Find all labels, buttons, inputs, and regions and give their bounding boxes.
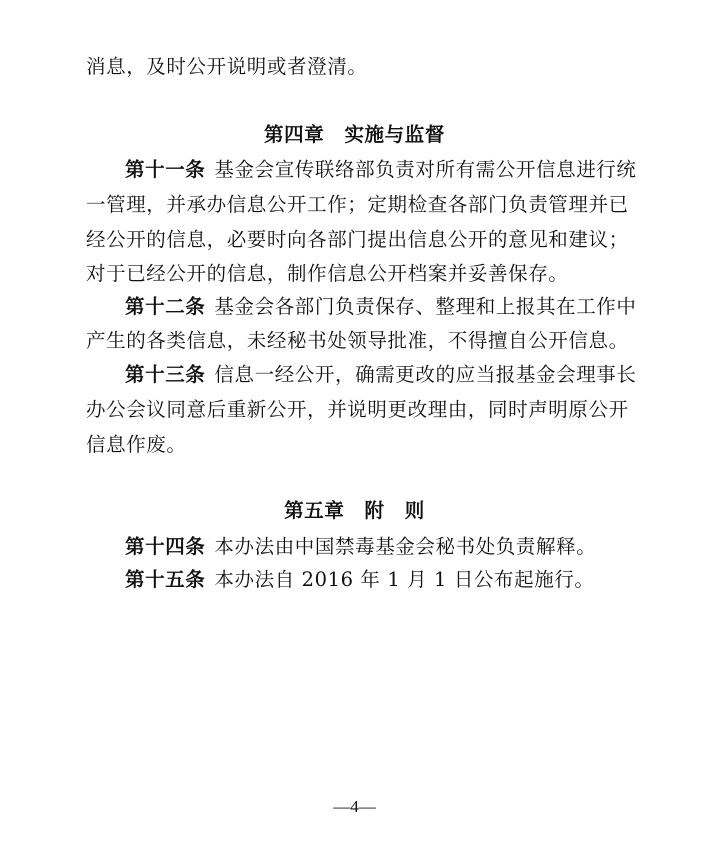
article-11-label: 第十一条 bbox=[125, 158, 206, 181]
article-13-line-2: 办公会议同意后重新公开，并说明更改理由，同时声明原公开 bbox=[86, 398, 629, 421]
article-13-text: 信息一经公开，确需更改的应当报基金会理事长 bbox=[214, 363, 637, 386]
article-12-text: 基金会各部门负责保存、整理和上报其在工作中 bbox=[214, 295, 637, 318]
article-15-text: 本办法自 2016 年 1 月 1 日公布起施行。 bbox=[214, 568, 595, 591]
article-15-line bbox=[125, 566, 625, 594]
continued-paragraph-line: 消息，及时公开说明或者澄清。 bbox=[86, 55, 368, 78]
article-14-line bbox=[125, 533, 625, 561]
article-11-text: 基金会宣传联络部负责对所有需公开信息进行统 bbox=[214, 158, 637, 181]
article-12-first-line bbox=[125, 293, 637, 321]
article-13-label: 第十三条 bbox=[125, 363, 206, 386]
chapter-5-title: 第五章 附 则 bbox=[284, 499, 425, 522]
article-13-line-3: 信息作废。 bbox=[86, 433, 187, 456]
article-12-label: 第十二条 bbox=[125, 295, 206, 318]
article-11-first-line bbox=[125, 156, 637, 184]
page-number: —4— bbox=[333, 797, 376, 816]
article-12-line-2: 产生的各类信息，未经秘书处领导批准，不得擅自公开信息。 bbox=[86, 329, 629, 352]
article-14-label: 第十四条 bbox=[125, 535, 206, 558]
article-11-line-4: 对于已经公开的信息，制作信息公开档案并妥善保存。 bbox=[86, 262, 569, 285]
article-15-label: 第十五条 bbox=[125, 568, 206, 591]
chapter-4-title: 第四章 实施与监督 bbox=[264, 123, 445, 146]
article-14-text: 本办法由中国禁毒基金会秘书处负责解释。 bbox=[214, 535, 597, 558]
article-11-line-2: 一管理，并承办信息公开工作；定期检查各部门负责管理并已 bbox=[86, 193, 629, 216]
article-11-line-3: 经公开的信息，必要时向各部门提出信息公开的意见和建议； bbox=[86, 228, 629, 251]
article-13-first-line bbox=[125, 361, 637, 389]
